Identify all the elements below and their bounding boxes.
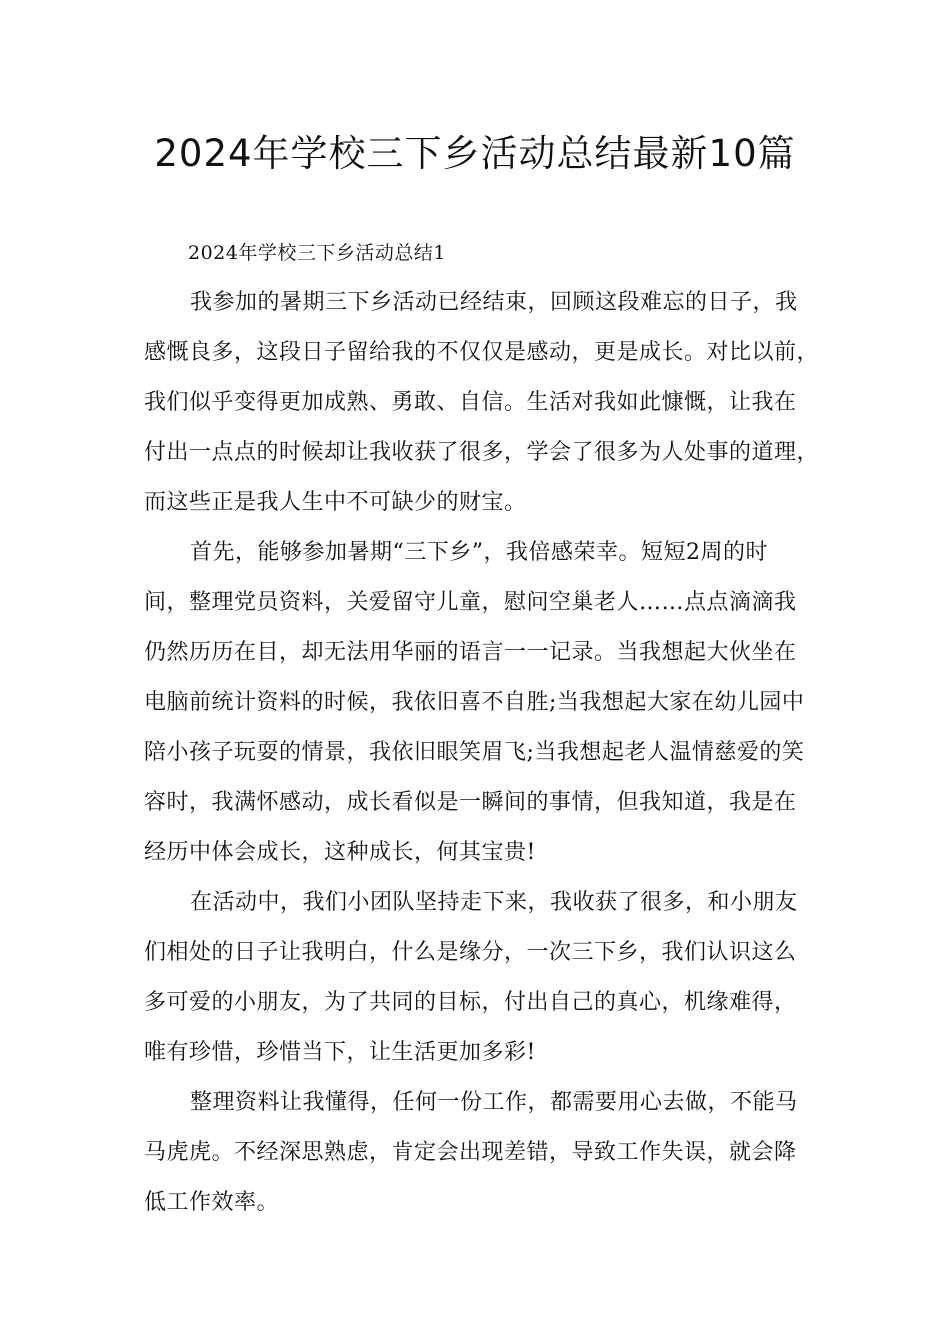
paragraph-line: 经历中体会成长，这种成长，何其宝贵! — [144, 840, 536, 865]
paragraph-line: 整理资料让我懂得，任何一份工作，都需要用心去做，不能马 — [190, 1090, 798, 1115]
paragraph-line: 仍然历历在目，却无法用华丽的语言一一记录。当我想起大伙坐在 — [144, 640, 797, 665]
paragraph-line: 唯有珍惜，珍惜当下，让生活更加多彩! — [144, 1040, 536, 1065]
document-title: 2024年学校三下乡活动总结最新10篇 — [154, 132, 796, 175]
paragraph-line: 而这些正是我人生中不可缺少的财宝。 — [144, 490, 527, 515]
paragraph-3 — [144, 878, 824, 1078]
paragraph-line: 我们似乎变得更加成熟、勇敢、自信。生活对我如此慷慨，让我在 — [144, 390, 797, 415]
paragraph-line: 陪小孩子玩耍的情景，我依旧眼笑眉飞;当我想起老人温情慈爱的笑 — [144, 740, 805, 765]
paragraph-line: 电脑前统计资料的时候，我依旧喜不自胜;当我想起大家在幼儿园中 — [144, 690, 805, 715]
section-heading: 2024年学校三下乡活动总结1 — [188, 242, 446, 264]
paragraph-2 — [144, 528, 824, 878]
paragraph-line: 在活动中，我们小团队坚持走下来，我收获了很多，和小朋友 — [190, 890, 798, 915]
paragraph-1 — [144, 278, 824, 528]
paragraph-line: 容时，我满怀感动，成长看似是一瞬间的事情，但我知道，我是在 — [144, 790, 797, 815]
paragraph-line: 付出一点点的时候却让我收获了很多，学会了很多为人处事的道理， — [144, 440, 820, 465]
paragraph-line: 多可爱的小朋友，为了共同的目标，付出自己的真心，机缘难得， — [144, 990, 797, 1015]
paragraph-line: 间，整理党员资料，关爱留守儿童，慰问空巢老人……点点滴滴我 — [144, 590, 797, 615]
paragraph-line: 感慨良多，这段日子留给我的不仅仅是感动，更是成长。对比以前， — [144, 340, 820, 365]
paragraph-line: 首先，能够参加暑期“三下乡”，我倍感荣幸。短短2周的时 — [190, 540, 768, 565]
document-body — [144, 228, 824, 1228]
paragraph-line: 我参加的暑期三下乡活动已经结束，回顾这段难忘的日子，我 — [190, 290, 798, 315]
paragraph-line: 马虎虎。不经深思熟虑，肯定会出现差错，导致工作失误，就会降 — [144, 1140, 797, 1165]
paragraph-4 — [144, 1078, 824, 1228]
paragraph-line: 们相处的日子让我明白，什么是缘分，一次三下乡，我们认识这么 — [144, 940, 797, 965]
paragraph-line: 低工作效率。 — [144, 1190, 280, 1215]
